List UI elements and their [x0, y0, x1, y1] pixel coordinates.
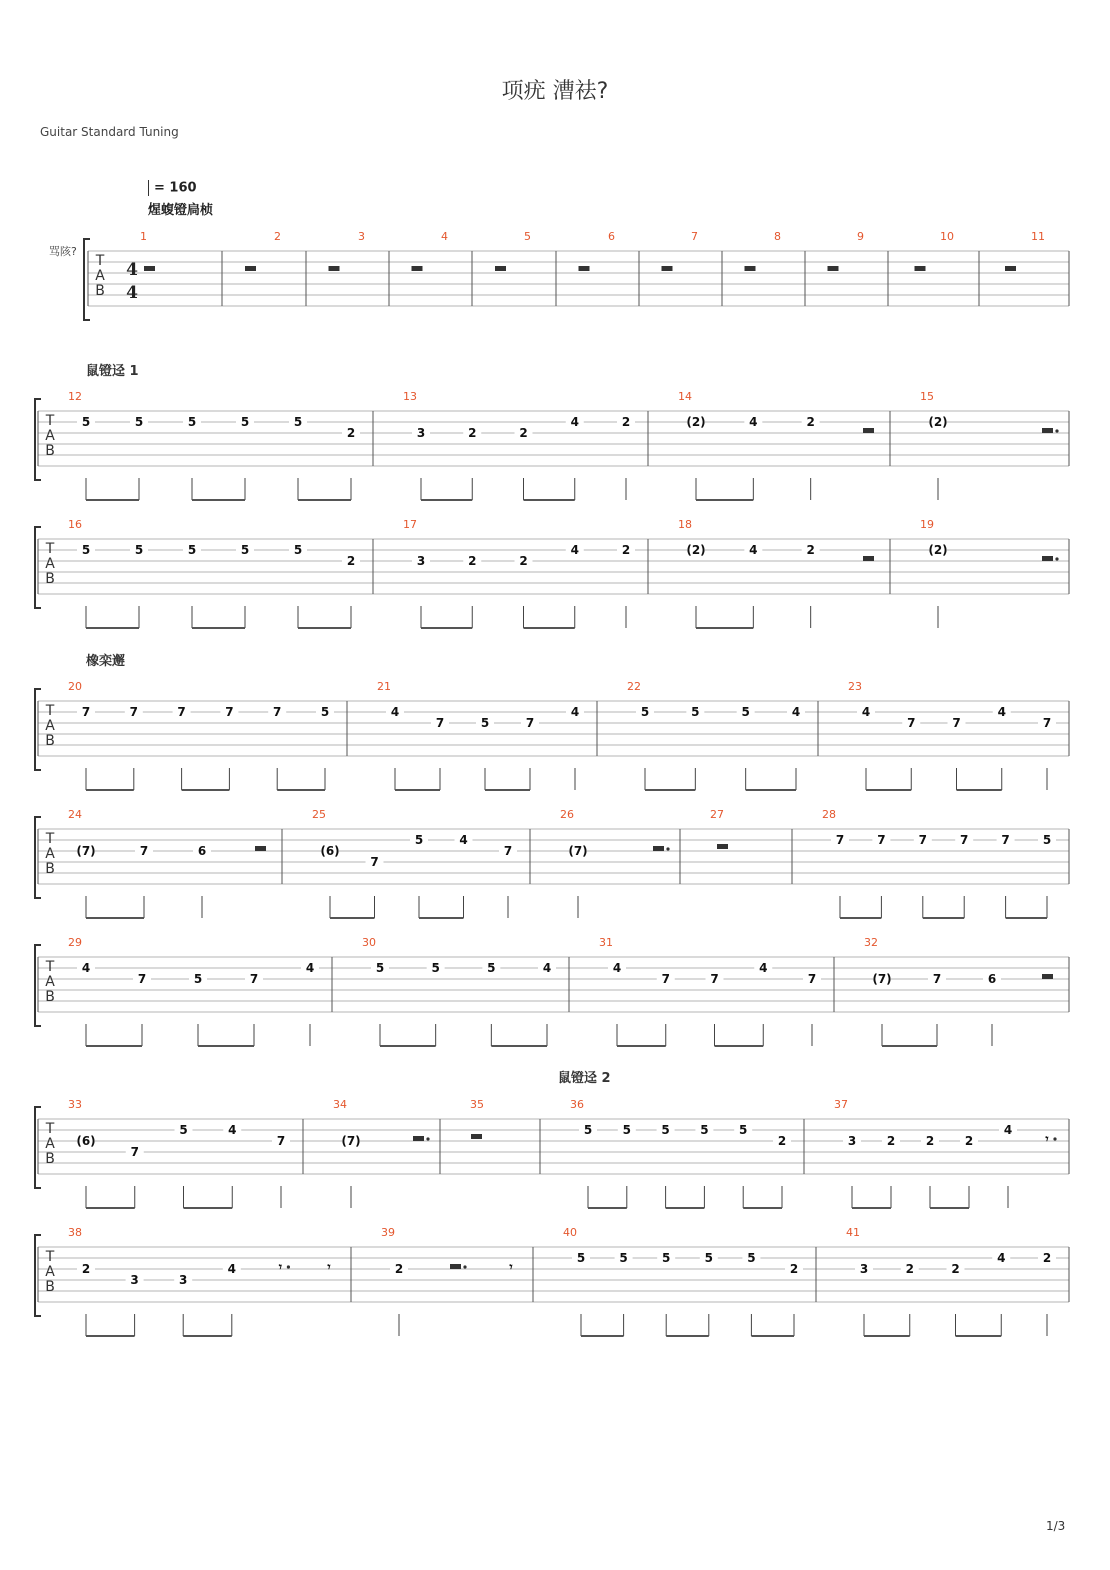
half-rest-icon [255, 846, 266, 851]
fret-number: 4 [570, 415, 579, 429]
fret-number: 5 [240, 543, 250, 557]
fret-number: 4 [570, 705, 580, 719]
fret-number: 2 [346, 426, 356, 440]
eighth-rest-icon: 𝄾 [278, 1260, 283, 1274]
fret-number: (7) [872, 972, 892, 986]
fret-number: 5 [741, 705, 750, 719]
measure-number: 37 [834, 1098, 848, 1111]
fret-number: 2 [886, 1134, 896, 1148]
fret-number: 4 [542, 961, 552, 975]
measure-number: 31 [599, 936, 613, 949]
fret-number: 5 [293, 415, 303, 429]
rest-dot [287, 1265, 290, 1268]
tab-clef-letter: B [45, 733, 55, 749]
score-title: 项疣 漕祛? [501, 79, 609, 104]
fret-number: 4 [612, 961, 622, 975]
measure-number: 15 [920, 390, 934, 403]
fret-number: 7 [249, 972, 259, 986]
fret-number: 4 [997, 1251, 1006, 1265]
fret-number: 7 [137, 972, 147, 986]
fret-number: 2 [621, 415, 631, 429]
fret-number: 7 [661, 972, 670, 986]
fret-number: 3 [130, 1273, 139, 1287]
measure-number: 6 [608, 230, 615, 243]
fret-number: 7 [907, 716, 916, 730]
fret-number: 4 [749, 415, 758, 429]
section-label: 鼠镫迳 2 [558, 1071, 611, 1086]
time-signature-bottom: 4 [126, 283, 138, 303]
measure-number: 39 [381, 1226, 395, 1239]
fret-number: 4 [390, 705, 400, 719]
section-label: 橡栾邂 [86, 654, 126, 669]
half-rest-icon [1042, 428, 1053, 433]
fret-number: 2 [468, 426, 477, 440]
fret-number: 5 [1042, 833, 1052, 847]
measure-number: 27 [710, 808, 724, 821]
fret-number: 2 [789, 1262, 799, 1276]
whole-rest-icon [662, 266, 673, 271]
tab-clef-letter: T [45, 831, 55, 847]
tab-clef-letter: B [45, 571, 55, 587]
tab-clef-letter: A [45, 1264, 55, 1280]
half-rest-icon [413, 1136, 424, 1141]
fret-number: 3 [847, 1134, 857, 1148]
fret-number: 5 [480, 716, 490, 730]
fret-number: 5 [81, 543, 91, 557]
fret-number: 2 [806, 543, 815, 557]
tab-clef-letter: B [45, 1151, 55, 1167]
whole-rest-icon [579, 266, 590, 271]
whole-rest-icon [915, 266, 926, 271]
fret-number: 5 [240, 415, 250, 429]
measure-number: 10 [940, 230, 954, 243]
tab-clef-letter: T [45, 541, 55, 557]
fret-number: 5 [619, 1251, 628, 1265]
eighth-rest-icon: 𝄾 [1045, 1132, 1049, 1146]
eighth-rest-icon: 𝄾 [327, 1260, 331, 1274]
fret-number: 5 [583, 1123, 593, 1137]
fret-number: 5 [134, 415, 144, 429]
fret-number: 2 [964, 1134, 974, 1148]
measure-number: 25 [312, 808, 326, 821]
tab-clef-letter: T [45, 1249, 55, 1265]
measure-number: 14 [678, 390, 692, 403]
fret-number: 3 [416, 554, 426, 568]
fret-number: 5 [622, 1123, 631, 1137]
fret-number: (2) [928, 543, 948, 557]
tab-clef-letter: T [45, 413, 55, 429]
fret-number: (7) [76, 844, 96, 858]
fret-number: 7 [918, 833, 927, 847]
fret-number: 5 [704, 1251, 713, 1265]
fret-number: 5 [414, 833, 424, 847]
fret-number: 5 [187, 415, 197, 429]
fret-number: 4 [228, 1123, 237, 1137]
fret-number: (2) [686, 415, 706, 429]
fret-number: 2 [468, 554, 477, 568]
fret-number: 4 [749, 543, 758, 557]
tab-clef-letter: T [45, 703, 55, 719]
fret-number: 5 [700, 1123, 709, 1137]
fret-number: 7 [710, 972, 719, 986]
fret-number: 5 [576, 1251, 586, 1265]
half-rest-icon [863, 428, 874, 433]
fret-number: 7 [129, 705, 138, 719]
measure-number: 41 [846, 1226, 860, 1239]
tab-clef-letter: T [45, 959, 55, 975]
fret-number: 7 [81, 705, 91, 719]
fret-number: 2 [81, 1262, 91, 1276]
measure-number: 13 [403, 390, 417, 403]
fret-number: 2 [806, 415, 815, 429]
tempo-value: = 160 [154, 180, 197, 196]
rest-dot [463, 1265, 466, 1268]
fret-number: 2 [951, 1262, 960, 1276]
rest-dot [1055, 557, 1058, 560]
fret-number: 2 [777, 1134, 787, 1148]
fret-number: 2 [905, 1262, 914, 1276]
fret-number: 5 [320, 705, 330, 719]
measure-number: 3 [358, 230, 365, 243]
measure-number: 36 [570, 1098, 584, 1111]
fret-number: 5 [661, 1123, 670, 1137]
fret-number: 4 [861, 705, 871, 719]
fret-number: 6 [197, 844, 207, 858]
whole-rest-icon [412, 266, 423, 271]
measure-number: 1 [140, 230, 147, 243]
half-rest-icon [1042, 556, 1053, 561]
fret-number: 7 [952, 716, 961, 730]
fret-number: 4 [459, 833, 468, 847]
fret-number: (2) [928, 415, 948, 429]
fret-number: 7 [273, 705, 282, 719]
whole-rest-icon [717, 844, 728, 849]
whole-rest-icon [745, 266, 756, 271]
fret-number: 2 [621, 543, 631, 557]
measure-number: 38 [68, 1226, 82, 1239]
measure-number: 5 [524, 230, 531, 243]
whole-rest-icon [144, 266, 155, 271]
fret-number: 7 [1001, 833, 1010, 847]
half-rest-icon [450, 1264, 461, 1269]
fret-number: (6) [320, 844, 340, 858]
fret-number: 4 [227, 1262, 236, 1276]
fret-number: 4 [570, 543, 579, 557]
fret-number: 7 [932, 972, 942, 986]
tab-clef-letter: T [95, 253, 105, 269]
fret-number: 7 [960, 833, 969, 847]
fret-number: 5 [293, 543, 303, 557]
measure-number: 26 [560, 808, 574, 821]
fret-number: 7 [177, 705, 186, 719]
fret-number: 7 [139, 844, 149, 858]
tab-clef-letter: A [45, 718, 55, 734]
fret-number: 5 [662, 1251, 671, 1265]
fret-number: 5 [691, 705, 700, 719]
fret-number: 2 [1042, 1251, 1052, 1265]
eighth-rest-icon: 𝄾 [509, 1260, 513, 1274]
tempo-text: 煋蝮镫扃桢 [148, 203, 214, 218]
whole-rest-icon [828, 266, 839, 271]
measure-number: 17 [403, 518, 417, 531]
fret-number: 4 [1003, 1123, 1013, 1137]
half-rest-icon [863, 556, 874, 561]
fret-number: 5 [187, 543, 197, 557]
fret-number: 6 [987, 972, 997, 986]
measure-number: 35 [470, 1098, 484, 1111]
fret-number: 7 [807, 972, 817, 986]
fret-number: 7 [835, 833, 845, 847]
fret-number: 4 [791, 705, 801, 719]
fret-number: 5 [431, 961, 440, 975]
fret-number: 5 [375, 961, 385, 975]
tuning-label: Guitar Standard Tuning [40, 125, 179, 139]
tab-clef-letter: B [45, 443, 55, 459]
fret-number: 3 [179, 1273, 188, 1287]
measure-number: 30 [362, 936, 376, 949]
half-rest-icon [1042, 974, 1053, 979]
measure-number: 21 [377, 680, 391, 693]
measure-number: 24 [68, 808, 82, 821]
fret-number: 5 [487, 961, 496, 975]
measure-number: 12 [68, 390, 82, 403]
fret-number: (6) [76, 1134, 96, 1148]
fret-number: 7 [435, 716, 445, 730]
tab-clef-letter: B [45, 861, 55, 877]
rest-dot [1055, 429, 1058, 432]
tab-clef-letter: A [95, 268, 105, 284]
rest-dot [666, 847, 669, 850]
measure-number: 18 [678, 518, 692, 531]
time-signature-top: 4 [126, 260, 138, 280]
measure-number: 9 [857, 230, 864, 243]
fret-number: 5 [193, 972, 203, 986]
tab-clef-letter: A [45, 846, 55, 862]
measure-number: 23 [848, 680, 862, 693]
fret-number: 2 [394, 1262, 404, 1276]
fret-number: 5 [640, 705, 650, 719]
tab-clef-letter: B [45, 989, 55, 1005]
fret-number: (2) [686, 543, 706, 557]
measure-number: 33 [68, 1098, 82, 1111]
measure-number: 8 [774, 230, 781, 243]
measure-number: 4 [441, 230, 448, 243]
tab-clef-letter: B [95, 283, 105, 299]
whole-rest-icon [245, 266, 256, 271]
fret-number: 2 [925, 1134, 935, 1148]
fret-number: 7 [1042, 716, 1052, 730]
fret-number: (7) [568, 844, 588, 858]
fret-number: 5 [739, 1123, 748, 1137]
fret-number: 7 [130, 1145, 139, 1159]
tab-clef-letter: T [45, 1121, 55, 1137]
rest-dot [426, 1137, 429, 1140]
fret-number: 4 [759, 961, 768, 975]
measure-number: 11 [1031, 230, 1045, 243]
fret-number: 5 [134, 543, 144, 557]
fret-number: 7 [276, 1134, 286, 1148]
fret-number: 4 [305, 961, 315, 975]
tab-clef-letter: A [45, 974, 55, 990]
rest-dot [1053, 1137, 1056, 1140]
fret-number: 2 [346, 554, 356, 568]
fret-number: 7 [503, 844, 513, 858]
fret-number: 4 [81, 961, 91, 975]
tab-clef-letter: B [45, 1279, 55, 1295]
measure-number: 32 [864, 936, 878, 949]
fret-number: 5 [179, 1123, 188, 1137]
whole-rest-icon [471, 1134, 482, 1139]
measure-number: 29 [68, 936, 82, 949]
half-rest-icon [653, 846, 664, 851]
tab-clef-letter: A [45, 428, 55, 444]
measure-number: 20 [68, 680, 82, 693]
measure-number: 19 [920, 518, 934, 531]
fret-number: 2 [519, 426, 528, 440]
measure-number: 34 [333, 1098, 347, 1111]
fret-number: 7 [525, 716, 535, 730]
whole-rest-icon [329, 266, 340, 271]
measure-number: 28 [822, 808, 836, 821]
measure-number: 16 [68, 518, 82, 531]
fret-number: 7 [225, 705, 234, 719]
measure-number: 40 [563, 1226, 577, 1239]
measure-number: 2 [274, 230, 281, 243]
fret-number: 5 [81, 415, 91, 429]
fret-number: 7 [370, 855, 379, 869]
fret-number: 4 [997, 705, 1006, 719]
fret-number: 2 [519, 554, 528, 568]
measure-number: 22 [627, 680, 641, 693]
fret-number: 5 [747, 1251, 756, 1265]
tab-clef-letter: A [45, 1136, 55, 1152]
whole-rest-icon [1005, 266, 1016, 271]
whole-rest-icon [495, 266, 506, 271]
fret-number: 3 [416, 426, 426, 440]
page-number: 1/3 [1046, 1519, 1066, 1533]
measure-number: 7 [691, 230, 698, 243]
track-name: 骂陔? [49, 245, 77, 258]
fret-number: 7 [877, 833, 886, 847]
tab-clef-letter: A [45, 556, 55, 572]
fret-number: 3 [859, 1262, 869, 1276]
fret-number: (7) [341, 1134, 361, 1148]
section-label: 鼠镫迳 1 [86, 364, 139, 379]
